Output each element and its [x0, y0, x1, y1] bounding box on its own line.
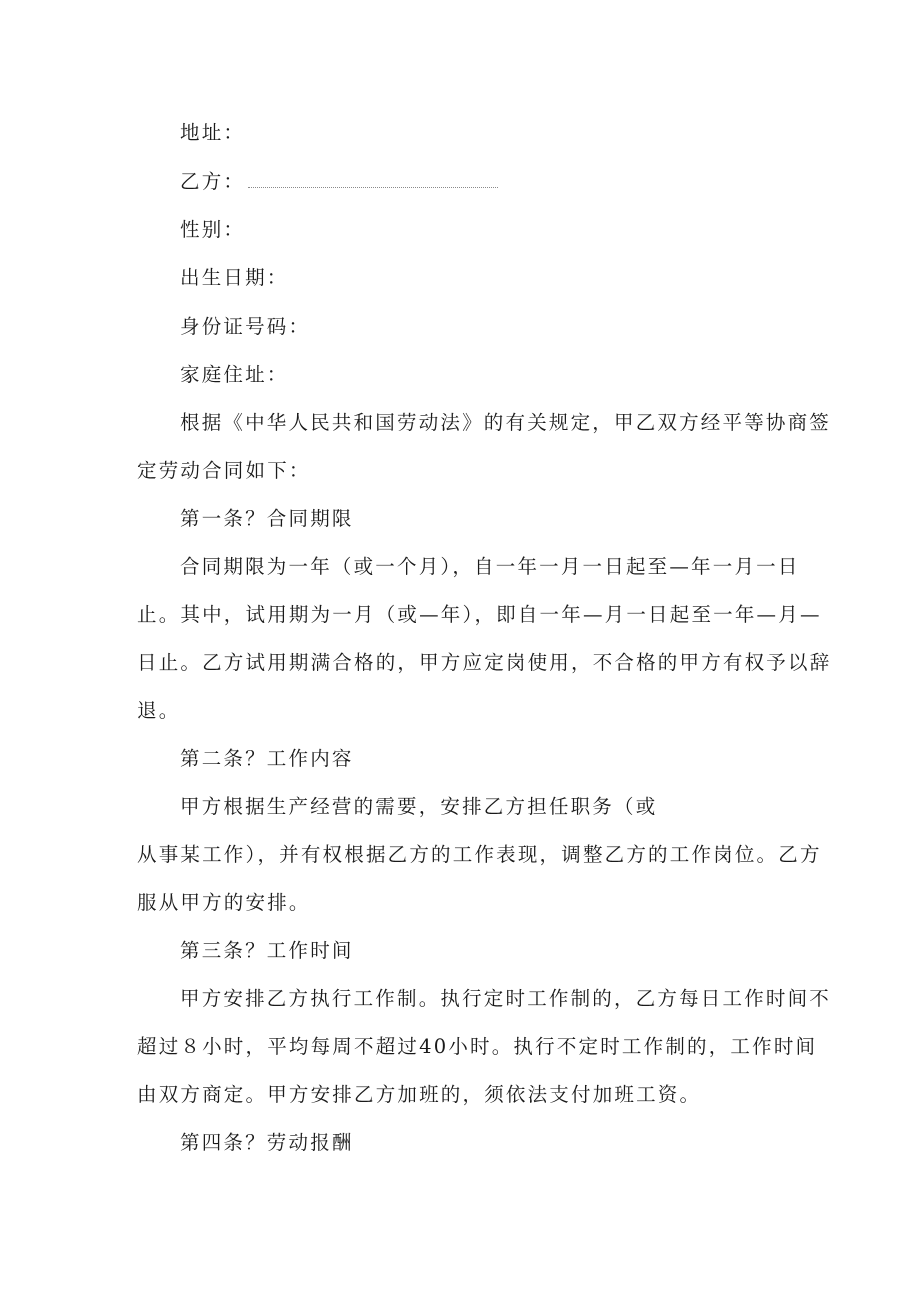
article-2-line: 从事某工作），并有权根据乙方的工作表现，调整乙方的工作岗位。乙方: [137, 843, 822, 866]
party-b-blank-line: [248, 187, 498, 188]
article-2-line: 甲方根据生产经营的需要，安排乙方担任职务（或: [180, 795, 658, 818]
article-1-line: 止。其中，试用期为一月（或—年），即自一年—月一日起至一年—月—: [137, 603, 822, 626]
article-1-line: 日止。乙方试用期满合格的，甲方应定岗使用，不合格的甲方有权予以辞: [137, 651, 832, 674]
article-1-heading: 第一条？合同期限: [180, 507, 354, 530]
article-1-line: 退。: [137, 699, 181, 722]
preamble-line: 定劳动合同如下：: [137, 459, 311, 482]
article-1-line: 合同期限为一年（或一个月），自一年一月一日起至—年一月一日: [180, 555, 800, 578]
article-3-line: 由双方商定。甲方安排乙方加班的，须依法支付加班工资。: [137, 1083, 702, 1106]
article-3-line: 超过８小时，平均每周不超过40小时。执行不定时工作制的，工作时间: [137, 1035, 818, 1058]
id-number-label: 身份证号码：: [180, 315, 311, 338]
article-3-line: 甲方安排乙方执行工作制。执行定时工作制的，乙方每日工作时间不: [180, 987, 832, 1010]
gender-label: 性别：: [180, 218, 246, 241]
home-address-label: 家庭住址：: [180, 363, 289, 386]
article-4-heading: 第四条？劳动报酬: [180, 1131, 354, 1154]
birth-date-label: 出生日期：: [180, 266, 289, 289]
party-b-label: 乙方：: [180, 170, 246, 193]
address-label: 地址：: [180, 121, 246, 144]
article-2-line: 服从甲方的安排。: [137, 891, 311, 914]
article-2-heading: 第二条？工作内容: [180, 747, 354, 770]
preamble-line: 根据《中华人民共和国劳动法》的有关规定，甲乙双方经平等协商签: [180, 411, 832, 434]
article-3-heading: 第三条？工作时间: [180, 939, 354, 962]
